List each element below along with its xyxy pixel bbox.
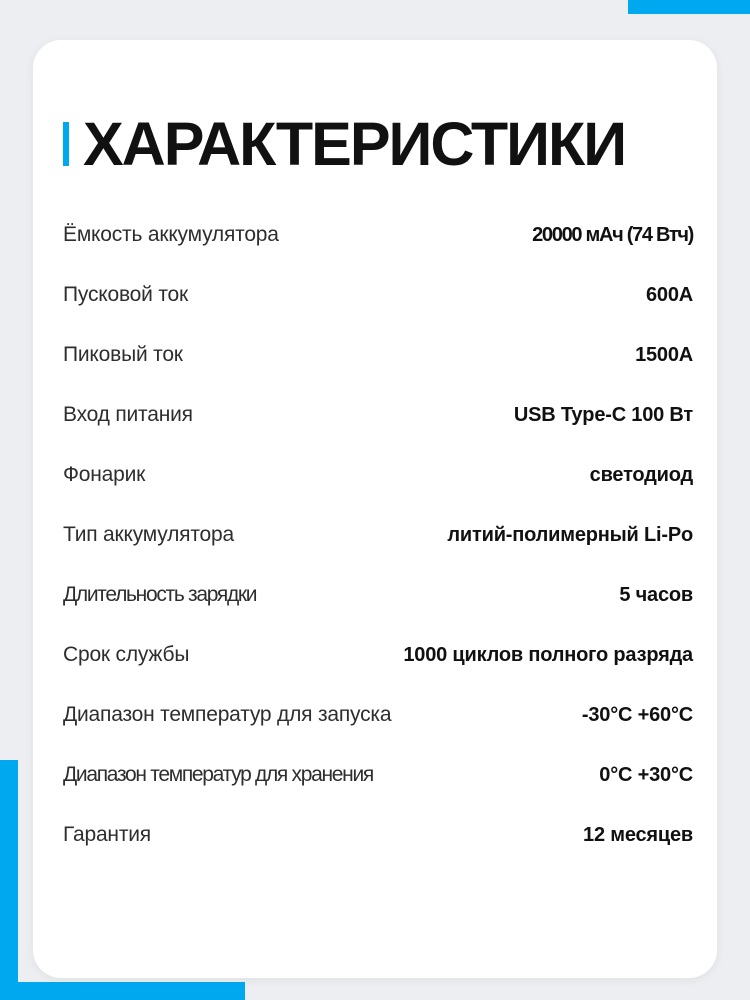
spec-label: Фонарик xyxy=(63,463,146,486)
spec-row-peak-current xyxy=(63,325,693,385)
spec-label: Вход питания xyxy=(63,403,193,426)
spec-row-start-temperature xyxy=(63,685,693,745)
spec-value: 1000 циклов полного разряда xyxy=(403,643,693,666)
spec-label: Диапазон температур для хранения xyxy=(63,763,373,786)
spec-value: -30°С +60°С xyxy=(581,703,693,726)
spec-value: литий-полимерный Li-Po xyxy=(447,523,693,546)
spec-label: Ёмкость аккумулятора xyxy=(63,223,279,246)
spec-label: Пусковой ток xyxy=(63,283,188,306)
spec-row-battery-type xyxy=(63,505,693,565)
spec-value: 5 часов xyxy=(619,583,693,606)
spec-label: Тип аккумулятора xyxy=(63,523,234,546)
accent-stripe-bottom xyxy=(0,982,245,1000)
spec-row-power-input xyxy=(63,385,693,445)
spec-value: 1500А xyxy=(635,343,693,366)
spec-row-starting-current xyxy=(63,265,693,325)
spec-value: USB Type-C 100 Вт xyxy=(513,403,693,426)
spec-label: Срок службы xyxy=(63,643,190,666)
spec-value: 20000 мАч (74 Втч) xyxy=(532,223,693,246)
spec-row-charge-time xyxy=(63,565,693,625)
specs-list xyxy=(63,205,693,865)
spec-value: 600А xyxy=(645,283,693,306)
spec-value: светодиод xyxy=(589,463,693,486)
accent-stripe-left xyxy=(0,760,18,1000)
spec-row-storage-temperature xyxy=(63,745,693,805)
spec-label: Гарантия xyxy=(63,823,151,846)
spec-value: 12 месяцев xyxy=(583,823,693,846)
spec-row-flashlight xyxy=(63,445,693,505)
accent-stripe-top xyxy=(628,0,750,14)
spec-row-service-life xyxy=(63,625,693,685)
page-title: ХАРАКТЕРИСТИКИ xyxy=(83,110,626,178)
spec-row-capacity xyxy=(63,205,693,265)
spec-label: Пиковый ток xyxy=(63,343,183,366)
spec-value: 0°С +30°С xyxy=(599,763,693,786)
spec-label: Диапазон температур для запуска xyxy=(63,703,392,726)
title-accent-bar xyxy=(63,122,69,166)
spec-label: Длительность зарядки xyxy=(63,583,257,606)
spec-row-warranty xyxy=(63,805,693,865)
specs-card xyxy=(33,40,717,978)
